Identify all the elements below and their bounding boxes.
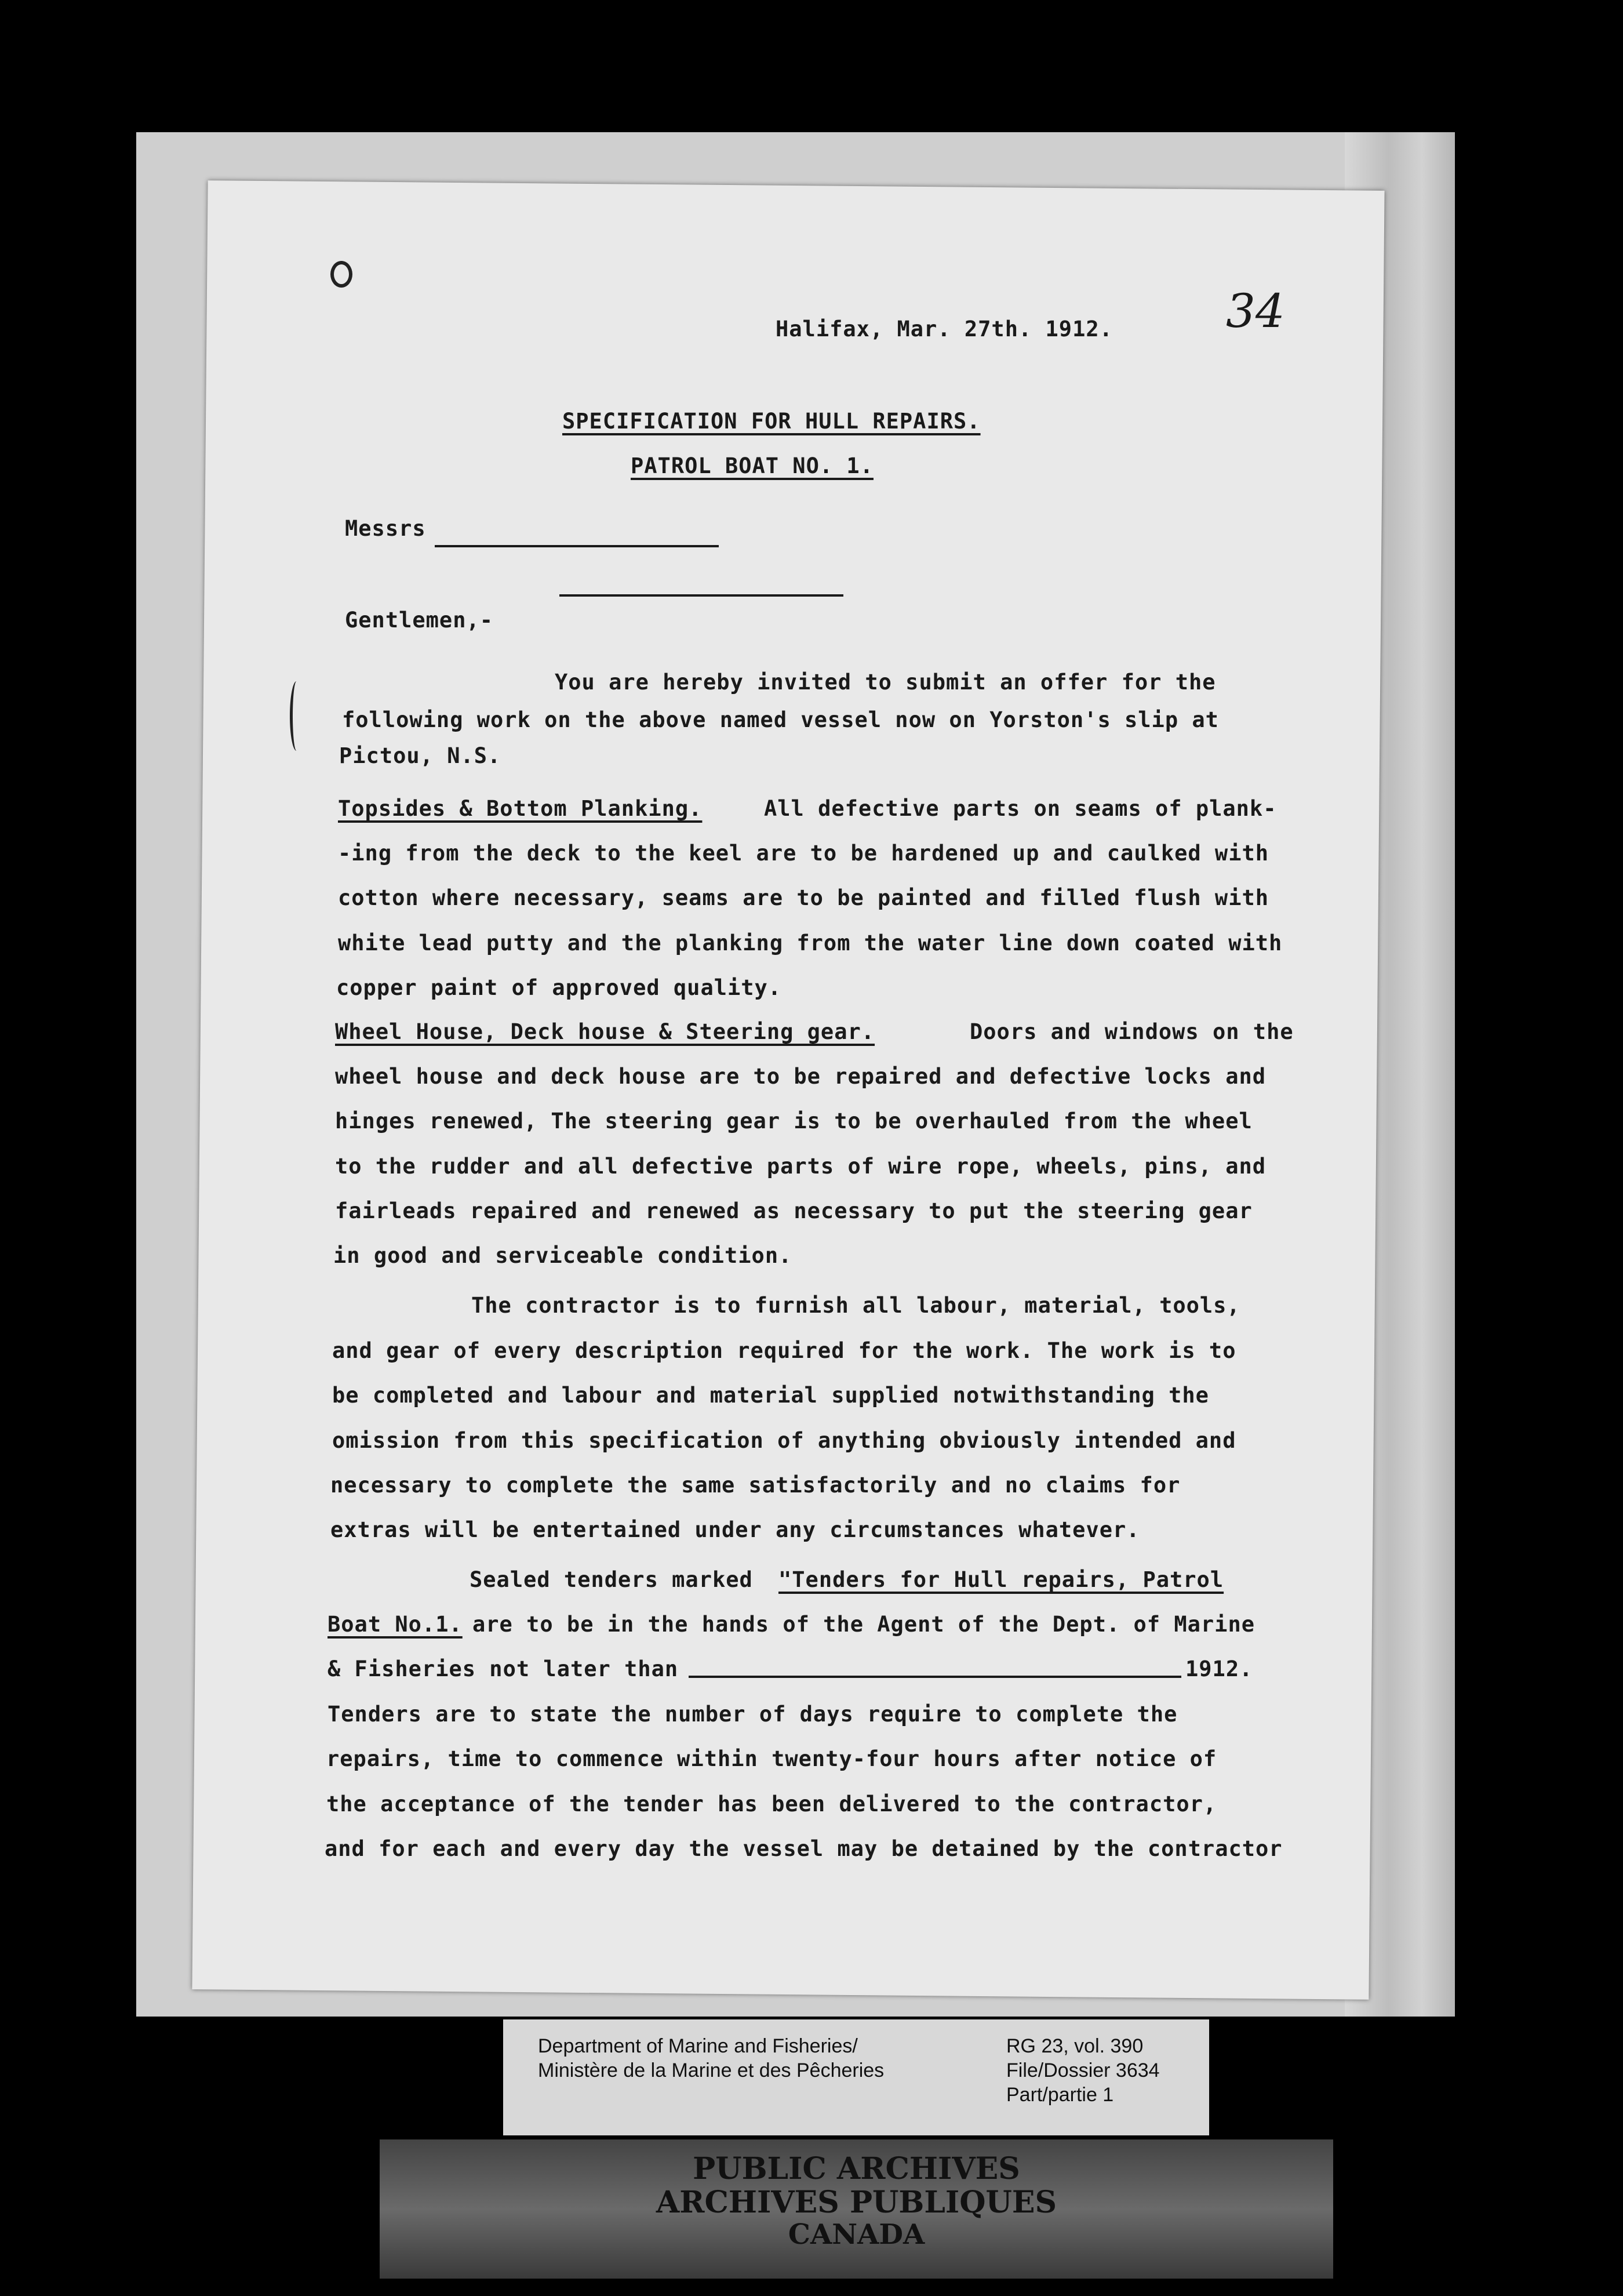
- department-name-en: Department of Marine and Fisheries/: [538, 2035, 858, 2057]
- document-subtitle: PATROL BOAT NO. 1.: [631, 453, 874, 478]
- body-line: and for each and every day the vessel may be detained by the contractor: [325, 1836, 1283, 1861]
- body-line: omission from this specification of anything obviously intended and: [332, 1428, 1236, 1453]
- body-line: are to be in the hands of the Agent of the Dept. of Marine: [472, 1612, 1256, 1637]
- body-line: extras will be entertained under any circumstances whatever.: [330, 1517, 1140, 1542]
- deadline-blank: [689, 1676, 1181, 1678]
- stamp-line: CANADA: [788, 2218, 925, 2251]
- addressee-label: Messrs: [345, 516, 426, 541]
- body-line: hinges renewed, The steering gear is to be overhauled from the wheel: [335, 1109, 1253, 1134]
- body-line: repairs, time to commence within twenty-four hours after notice of: [326, 1746, 1217, 1771]
- file-number: File/Dossier 3634: [1006, 2059, 1160, 2081]
- tender-marking-quoted: "Tenders for Hull repairs, Patrol: [778, 1567, 1224, 1592]
- department-name-fr: Ministère de la Marine et des Pêcheries: [538, 2059, 885, 2081]
- body-line: Tenders are to state the number of days require to complete the: [327, 1702, 1178, 1727]
- body-line: -ing from the deck to the keel are to be hardened up and caulked with: [338, 841, 1269, 866]
- stamp-line: PUBLIC ARCHIVES: [693, 2151, 1020, 2186]
- addressee-blank-2: [559, 594, 843, 597]
- tender-marking-boat: Boat No.1.: [327, 1612, 463, 1637]
- body-line: 1912.: [1185, 1656, 1253, 1681]
- body-line: You are hereby invited to submit an offer for the: [555, 670, 1216, 695]
- part-number: Part/partie 1: [1006, 2084, 1114, 2106]
- dateline: Halifax, Mar. 27th. 1912.: [776, 317, 1113, 342]
- body-line: wheel house and deck house are to be repaired and defective locks and: [335, 1064, 1267, 1089]
- body-line: Sealed tenders marked: [470, 1567, 753, 1592]
- body-line: in good and serviceable condition.: [333, 1243, 792, 1268]
- stamp-line: ARCHIVES PUBLIQUES: [656, 2185, 1057, 2220]
- archive-reference-label: [503, 2019, 1209, 2135]
- document-title: SPECIFICATION FOR HULL REPAIRS.: [562, 409, 981, 434]
- section-heading-topsides: Topsides & Bottom Planking.: [338, 796, 703, 821]
- body-line: white lead putty and the planking from the water line down coated with: [338, 931, 1283, 956]
- addressee-blank-1: [435, 545, 719, 547]
- record-group: RG 23, vol. 390: [1006, 2035, 1144, 2057]
- body-line: & Fisheries not later than: [327, 1656, 679, 1681]
- body-line: be completed and labour and material supplied notwithstanding the: [332, 1383, 1209, 1408]
- punch-hole-mark: [330, 261, 352, 288]
- body-line: The contractor is to furnish all labour, material, tools,: [471, 1293, 1240, 1318]
- page-number: 34: [1226, 284, 1285, 338]
- body-line: fairleads repaired and renewed as necessary to put the steering gear: [335, 1198, 1253, 1223]
- letter-content: [200, 186, 1377, 1995]
- body-line: to the rudder and all defective parts of wire rope, wheels, pins, and: [335, 1154, 1267, 1179]
- margin-bracket-mark: [290, 681, 303, 751]
- body-line: All defective parts on seams of plank-: [764, 796, 1277, 821]
- body-line: and gear of every description required for the work. The work is to: [332, 1338, 1236, 1363]
- body-line: following work on the above named vessel now on Yorston's slip at: [342, 707, 1219, 732]
- body-line: necessary to complete the same satisfactorily and no claims for: [330, 1473, 1181, 1498]
- body-line: Pictou, N.S.: [339, 743, 501, 768]
- body-line: copper paint of approved quality.: [336, 975, 782, 1000]
- body-line: the acceptance of the tender has been delivered to the contractor,: [326, 1792, 1217, 1817]
- salutation: Gentlemen,-: [345, 608, 494, 633]
- body-line: Doors and windows on the: [970, 1019, 1294, 1044]
- body-line: cotton where necessary, seams are to be painted and filled flush with: [338, 885, 1269, 910]
- section-heading-wheelhouse: Wheel House, Deck house & Steering gear.: [335, 1019, 875, 1044]
- archives-stamp: [380, 2139, 1333, 2279]
